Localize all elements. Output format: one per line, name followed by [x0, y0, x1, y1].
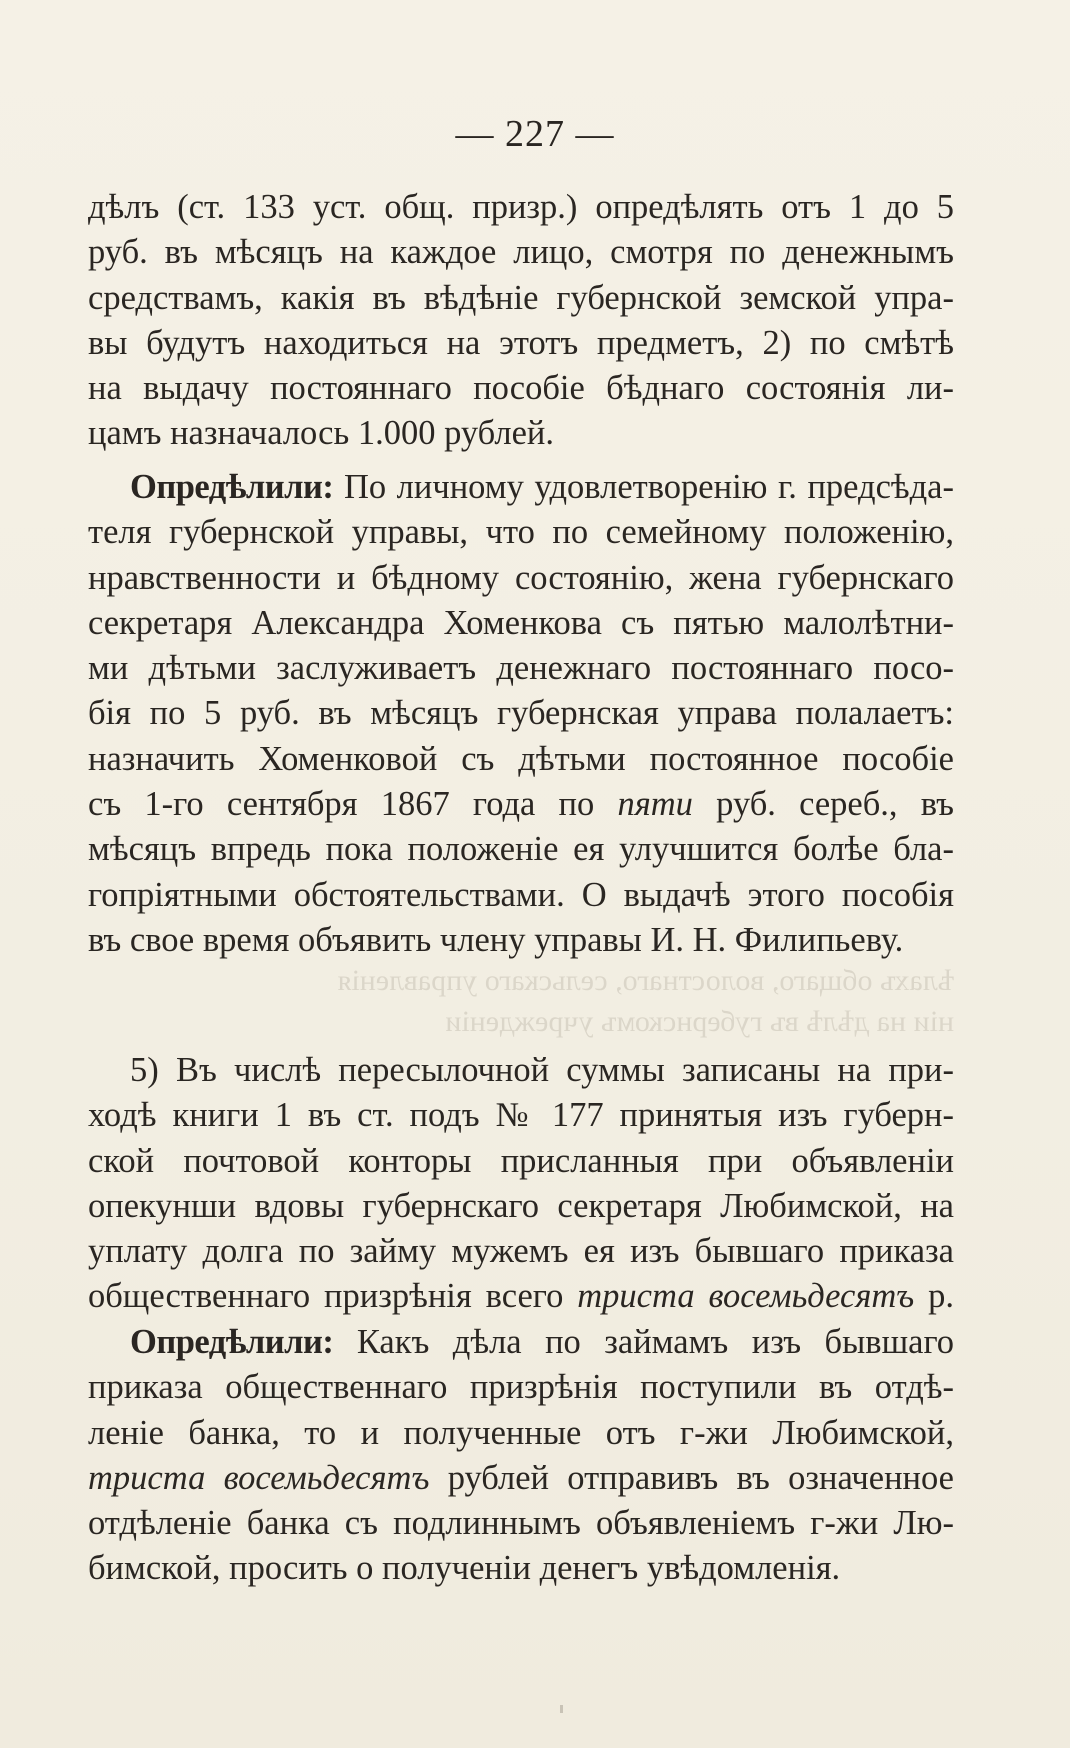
- text-line: назначить Хоменковой съ дѣтьми постоянное пособіе: [88, 739, 954, 778]
- text-line: леніе банка, то и полученные отъ г-жи Любимской,: [88, 1413, 954, 1452]
- italic-amount: пяти: [617, 785, 693, 824]
- text-line: уплату долга по займу мужемъ ея изъ бывшаго приказа: [88, 1232, 954, 1271]
- text-line: бимской, просить о полученіи денегъ увѣдомленія.: [88, 1549, 841, 1588]
- text-span: руб. сереб., въ: [692, 785, 954, 824]
- text-line: бія по 5 руб. въ мѣсяцъ губернская управа полалаетъ:: [88, 694, 954, 733]
- text-line: на выдачу постояннаго пособіе бѣднаго состоянія ли-: [88, 369, 954, 408]
- resolution-label: Опредѣлили:: [130, 468, 334, 506]
- resolution-paragraph-1: [88, 465, 954, 963]
- text-span: По личному удовлетворенію г. предсѣда-: [333, 468, 954, 506]
- text-line: нравственности и бѣдному состоянію, жена губернскаго: [88, 558, 954, 597]
- resolution-paragraph-2: [88, 1320, 954, 1592]
- text-line: мѣсяцъ впредь пока положеніе ея улучшится болѣе бла-: [88, 830, 954, 869]
- italic-amount: триста восемьдесятъ: [577, 1277, 915, 1316]
- text-line: дѣлъ (ст. 133 уст. общ. призр.) опредѣлять отъ 1 до 5: [88, 188, 954, 226]
- text-span: Какъ дѣла по займамъ изъ бывшаго: [333, 1323, 954, 1361]
- paragraph-continuation: [88, 185, 954, 457]
- item-5-paragraph: [88, 1048, 954, 1320]
- text-line: [88, 1274, 954, 1319]
- text-line: ми дѣтьми заслуживаетъ денежнаго постояннаго посо-: [88, 649, 954, 688]
- text-line: цамъ назначалось 1.000 рублей.: [88, 414, 554, 453]
- text-line: [88, 782, 954, 827]
- text-line: секретаря Александра Хоменкова съ пятью малолѣтни-: [88, 603, 954, 642]
- text-line: теля губернской управы, что по семейному положенію,: [88, 513, 954, 552]
- text-line: вы будутъ находиться на этотъ предметъ, 2) по смѣтѣ: [88, 323, 954, 362]
- text-line: отдѣленіе банка съ подлиннымъ объявленіемъ г-жи Лю-: [88, 1504, 954, 1543]
- show-through-text: ѣлахъ общаго, волостнаго, сельскаго управленія: [337, 964, 954, 997]
- text-line: [88, 1456, 954, 1501]
- text-line: средствамъ, какія въ вѣдѣніе губернской земской упра-: [88, 278, 954, 317]
- text-line: приказа общественнаго призрѣнія поступили въ отдѣ-: [88, 1368, 954, 1407]
- text-span: съ 1-го сентября 1867 года по: [88, 785, 618, 824]
- text-line: [88, 1320, 954, 1365]
- text-line: [88, 465, 954, 510]
- text-line: руб. въ мѣсяцъ на каждое лицо, смотря по денежнымъ: [88, 233, 954, 272]
- italic-amount: триста восемьдесятъ: [88, 1458, 430, 1497]
- resolution-label: Опредѣлили:: [130, 1323, 334, 1361]
- show-through-text: ніи на дѣлѣ въ губернскомъ учрежденіи: [445, 1005, 954, 1038]
- text-span: общественнаго призрѣнія всего: [88, 1277, 578, 1316]
- text-line: гопріятными обстоятельствами. О выдачѣ этого пособія: [88, 875, 954, 914]
- text-line: въ свое время объявить члену управы И. Н. Филипьеву.: [88, 920, 904, 959]
- text-span: р.: [914, 1277, 954, 1316]
- text-line: опекунши вдовы губернскаго секретаря Любимской, на: [88, 1186, 954, 1225]
- text-span: рублей отправивъ въ означенное: [429, 1458, 954, 1497]
- text-line: ской почтовой конторы присланныя при объявленіи: [88, 1141, 954, 1180]
- page-number: — 227 —: [455, 113, 615, 155]
- text-line: 5) Въ числѣ пересылочной суммы записаны на при-: [130, 1051, 954, 1089]
- text-line: ходѣ книги 1 въ ст. подъ № 177 принятыя изъ губерн-: [88, 1096, 954, 1135]
- page-speck: [560, 1705, 563, 1713]
